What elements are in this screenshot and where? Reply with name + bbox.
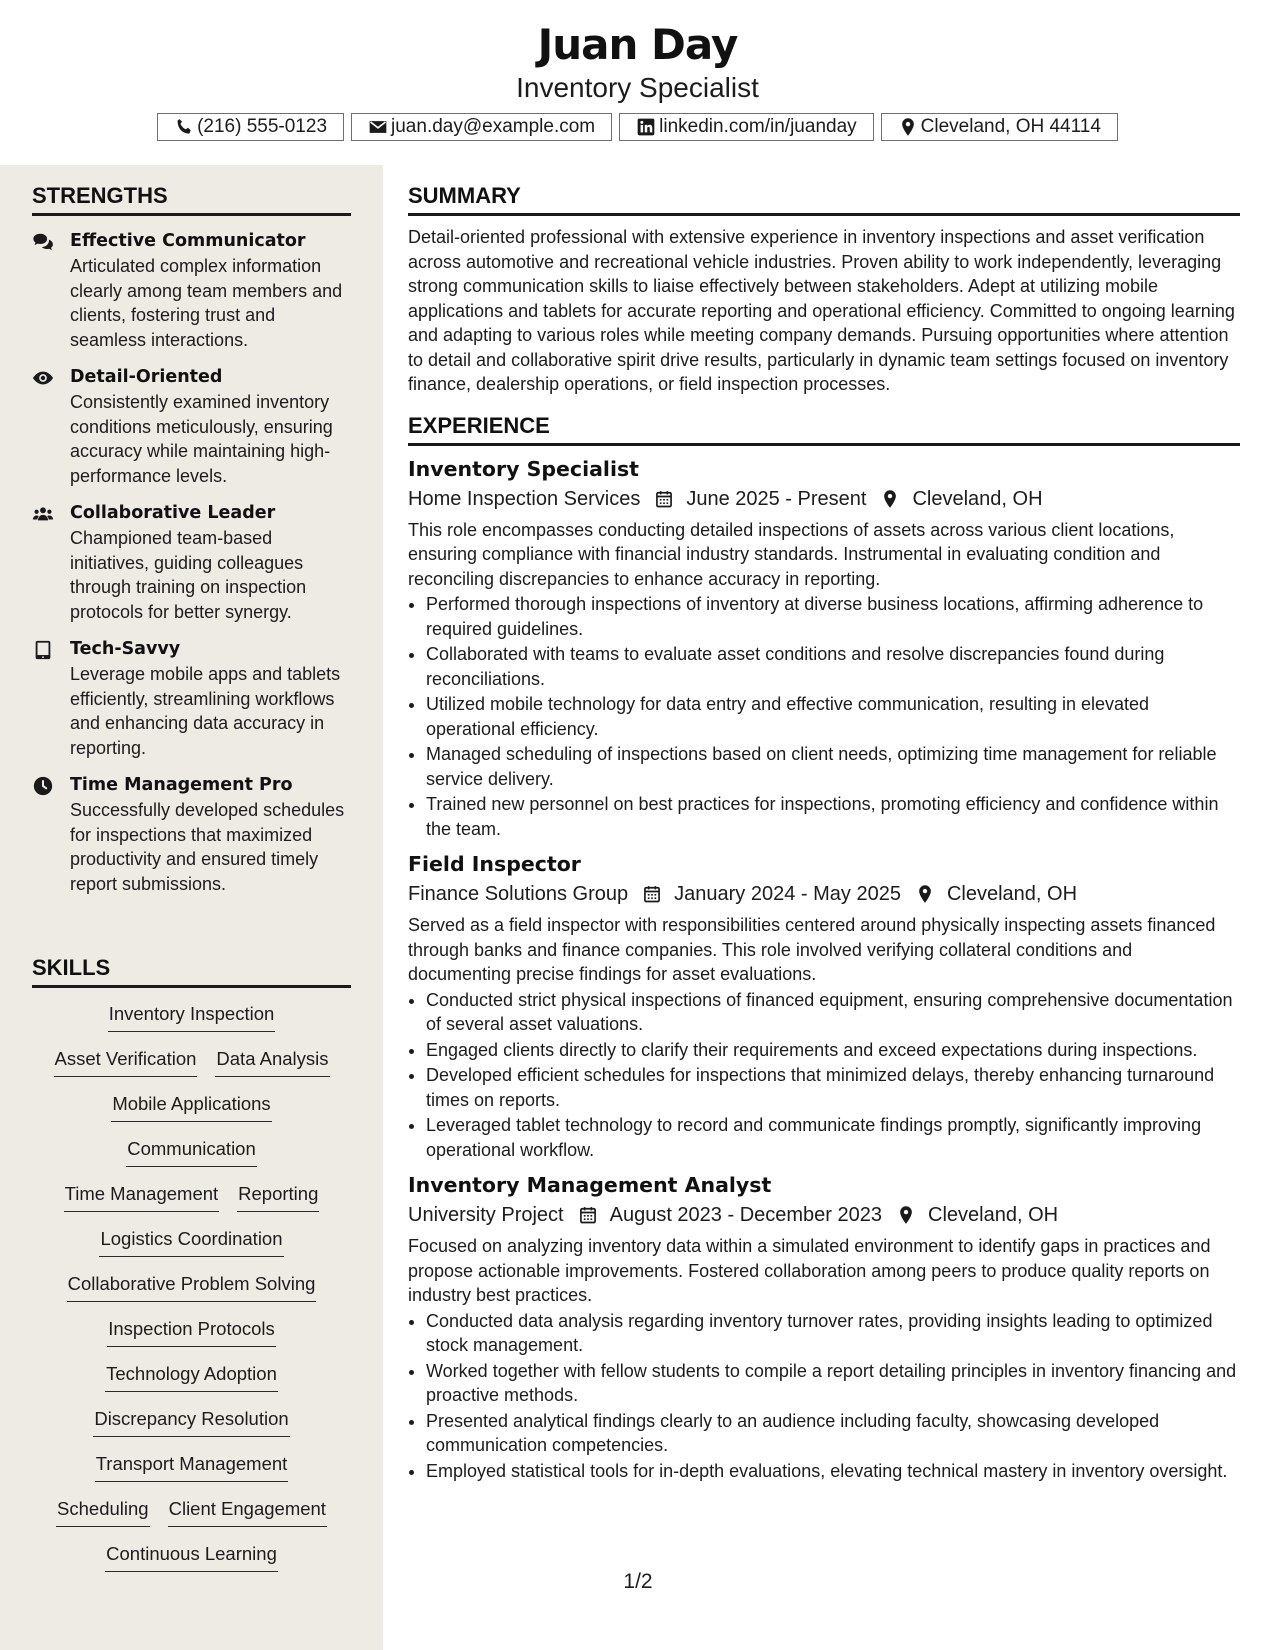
job-meta — [408, 1200, 1240, 1230]
job-entry — [408, 849, 1240, 1162]
calendar-icon — [578, 1205, 598, 1225]
job-title: Field Inspector — [408, 852, 581, 876]
candidate-title: Inventory Specialist — [516, 72, 759, 103]
clock-icon — [32, 772, 70, 896]
skill-row — [32, 1272, 351, 1317]
skill-row — [32, 1002, 351, 1047]
bullet-item: • Performed thorough inspections of inventory at diverse business locations, affirming adherence to required guidelines. — [426, 592, 1240, 641]
job-location: Cleveland, OH — [912, 487, 1043, 510]
skills-heading: SKILLS — [32, 955, 351, 988]
skill-tag: Reporting — [237, 1182, 319, 1212]
map-pin-icon — [898, 117, 918, 137]
contact-location — [881, 113, 1118, 141]
job-entry — [408, 1170, 1240, 1483]
skill-tag: Communication — [126, 1137, 257, 1167]
main-content — [408, 165, 1240, 1484]
job-description: Served as a field inspector with responsibilities centered around physically inspecting assets financed through banks and finance companies. This role involved verifying collateral conditions and documenting precise findings for asset evaluations. — [408, 915, 1216, 984]
bullet-item: • Trained new personnel on best practices for inspections, promoting efficiency and confidence within the team. — [426, 792, 1240, 841]
envelope-icon — [368, 117, 388, 137]
strength-item — [32, 228, 351, 352]
strength-description: Leverage mobile apps and tablets efficiently, streamlining workflows and enhancing data accuracy in reporting. — [70, 664, 341, 758]
summary-text: Detail-oriented professional with extensive experience in inventory inspections and asset verification across automotive and recreational vehicle industries. Proven ability to work independently, leveraging strong communication skills to liaise effectively between stakeholders. Adept at utilizing mobile applications and tablets for accurate reporting and operational efficiency. Committed to ongoing learning and adapting to various roles while meeting company demands. Pursuing opportunities where attention to detail and collaborative spirit drive results, particularly in dynamic team settings focused on inventory finance, dealership operations, or field inspection processes. — [408, 227, 1235, 394]
bullet-item: • Worked together with fellow students to compile a report detailing principles in inventory financing and proactive methods. — [426, 1359, 1240, 1408]
experience-section — [408, 413, 1240, 1484]
linkedin-icon — [636, 117, 656, 137]
strength-description: Successfully developed schedules for inspections that maximized productivity and ensured timely report submissions. — [70, 800, 345, 894]
bullet-item: • Presented analytical findings clearly to an audience including faculty, showcasing developed communication competencies. — [426, 1409, 1240, 1458]
skill-tag: Logistics Coordination — [99, 1227, 283, 1257]
job-description: Focused on analyzing inventory data within a simulated environment to identify gaps in practices and propose actionable improvements. Fostered collaboration among peers to produce quality reports on industry best practices. — [408, 1236, 1211, 1305]
bullet-item: • Engaged clients directly to clarify their requirements and exceed expectations during inspections. — [426, 1038, 1240, 1063]
job-company: University Project — [408, 1204, 564, 1226]
candidate-name: Juan Day — [537, 20, 738, 69]
skill-row — [32, 1092, 351, 1137]
skill-tag: Mobile Applications — [111, 1092, 271, 1122]
job-company: Home Inspection Services — [408, 487, 641, 510]
contact-linkedin[interactable] — [619, 113, 874, 141]
strengths-heading: STRENGTHS — [32, 183, 351, 216]
job-bullets — [408, 1309, 1240, 1484]
strength-title: Effective Communicator — [70, 231, 306, 251]
calendar-icon — [642, 884, 662, 904]
skill-tag: Inspection Protocols — [107, 1317, 276, 1347]
skill-row — [32, 1407, 351, 1452]
skill-row — [32, 1362, 351, 1407]
job-entry — [408, 454, 1240, 842]
job-meta — [408, 879, 1240, 909]
bullet-item: • Employed statistical tools for in-depth evaluations, elevating technical mastery in inventory oversight. — [426, 1459, 1240, 1484]
tablet-icon — [32, 636, 70, 760]
bullet-item: • Developed efficient schedules for inspections that minimized delays, thereby enhancing turnaround times on reports. — [426, 1063, 1240, 1112]
bullet-item: • Managed scheduling of inspections based on client needs, optimizing time management for reliable service delivery. — [426, 742, 1240, 791]
skill-row — [32, 1137, 351, 1182]
skill-row — [32, 1182, 351, 1227]
job-bullets — [408, 988, 1240, 1163]
contact-phone-text: (216) 555-0123 — [197, 116, 328, 137]
skill-row — [32, 1047, 351, 1092]
skill-tag: Asset Verification — [54, 1047, 198, 1077]
summary-section — [408, 183, 1240, 397]
job-location: Cleveland, OH — [946, 883, 1078, 905]
skill-tag: Client Engagement — [168, 1497, 327, 1527]
contact-location-text: Cleveland, OH 44114 — [920, 116, 1101, 137]
strength-description: Consistently examined inventory conditions meticulously, ensuring accuracy while maintaining high-performance levels. — [70, 392, 333, 486]
contact-phone[interactable] — [157, 113, 344, 141]
job-dates: August 2023 - December 2023 — [609, 1204, 883, 1226]
strengths-section — [32, 183, 351, 896]
job-title: Inventory Management Analyst — [408, 1173, 772, 1197]
job-dates: June 2025 - Present — [686, 487, 867, 510]
skill-tag: Collaborative Problem Solving — [67, 1272, 317, 1302]
strength-item — [32, 636, 351, 760]
job-title: Inventory Specialist — [408, 456, 639, 481]
eye-icon — [32, 364, 70, 488]
skill-tag: Scheduling — [56, 1497, 150, 1527]
skills-section — [32, 955, 351, 1587]
skill-row — [32, 1542, 351, 1587]
bullet-item: • Utilized mobile technology for data entry and effective communication, resulting in elevated operational efficiency. — [426, 692, 1240, 741]
skill-tag: Time Management — [64, 1182, 220, 1212]
strength-item — [32, 500, 351, 624]
summary-heading: SUMMARY — [408, 183, 1240, 216]
users-icon — [32, 500, 70, 624]
skill-row — [32, 1317, 351, 1362]
strength-title: Collaborative Leader — [70, 503, 276, 523]
map-pin-icon — [915, 884, 935, 904]
job-bullets — [408, 592, 1240, 841]
strength-title: Detail-Oriented — [70, 367, 223, 387]
comments-icon — [32, 228, 70, 352]
bullet-item: • Conducted strict physical inspections of financed equipment, ensuring comprehensive documentation of several asset valuations. — [426, 988, 1240, 1037]
map-pin-icon — [880, 489, 900, 509]
map-pin-icon — [896, 1205, 916, 1225]
bullet-item: • Leveraged tablet technology to record and communicate findings promptly, significantly improving operational workflow. — [426, 1113, 1240, 1162]
resume-header — [0, 0, 1275, 165]
strength-title: Time Management Pro — [70, 775, 293, 795]
bullet-item: • Collaborated with teams to evaluate asset conditions and resolve discrepancies found during reconciliations. — [426, 642, 1240, 691]
skills-list — [32, 1002, 351, 1587]
experience-heading: EXPERIENCE — [408, 413, 1240, 446]
phone-icon — [174, 117, 194, 137]
skill-row — [32, 1227, 351, 1272]
skill-tag: Transport Management — [95, 1452, 289, 1482]
strength-title: Tech-Savvy — [70, 639, 181, 659]
contact-bar — [0, 113, 1275, 141]
skill-row — [32, 1452, 351, 1497]
job-description: This role encompasses conducting detailed inspections of assets across various client locations, ensuring compliance with financial industry standards. Instrumental in evaluating condition and reconciling discrepancies to enhance accuracy in reporting. — [408, 519, 1175, 589]
sidebar — [0, 165, 383, 1650]
job-location: Cleveland, OH — [928, 1204, 1059, 1226]
skill-tag: Inventory Inspection — [108, 1002, 276, 1032]
page-number: 1/2 — [623, 1570, 653, 1593]
skill-tag: Continuous Learning — [105, 1542, 278, 1572]
skill-row — [32, 1497, 351, 1542]
contact-email[interactable] — [351, 113, 612, 141]
skill-tag: Data Analysis — [215, 1047, 329, 1077]
contact-email-text: juan.day@example.com — [391, 116, 596, 137]
strength-description: Championed team-based initiatives, guiding colleagues through training on inspection protocols for better synergy. — [70, 528, 307, 622]
job-company: Finance Solutions Group — [408, 883, 629, 905]
strength-item — [32, 772, 351, 896]
contact-linkedin-text: linkedin.com/in/juanday — [659, 116, 857, 137]
strength-item — [32, 364, 351, 488]
skill-tag: Discrepancy Resolution — [93, 1407, 289, 1437]
job-dates: January 2024 - May 2025 — [674, 883, 901, 905]
job-meta — [408, 484, 1240, 514]
skill-tag: Technology Adoption — [105, 1362, 278, 1392]
calendar-icon — [654, 489, 674, 509]
strength-description: Articulated complex information clearly among team members and clients, fostering trust and seamless interactions. — [70, 256, 343, 350]
bullet-item: • Conducted data analysis regarding inventory turnover rates, providing insights leading to optimized stock management. — [426, 1309, 1240, 1358]
